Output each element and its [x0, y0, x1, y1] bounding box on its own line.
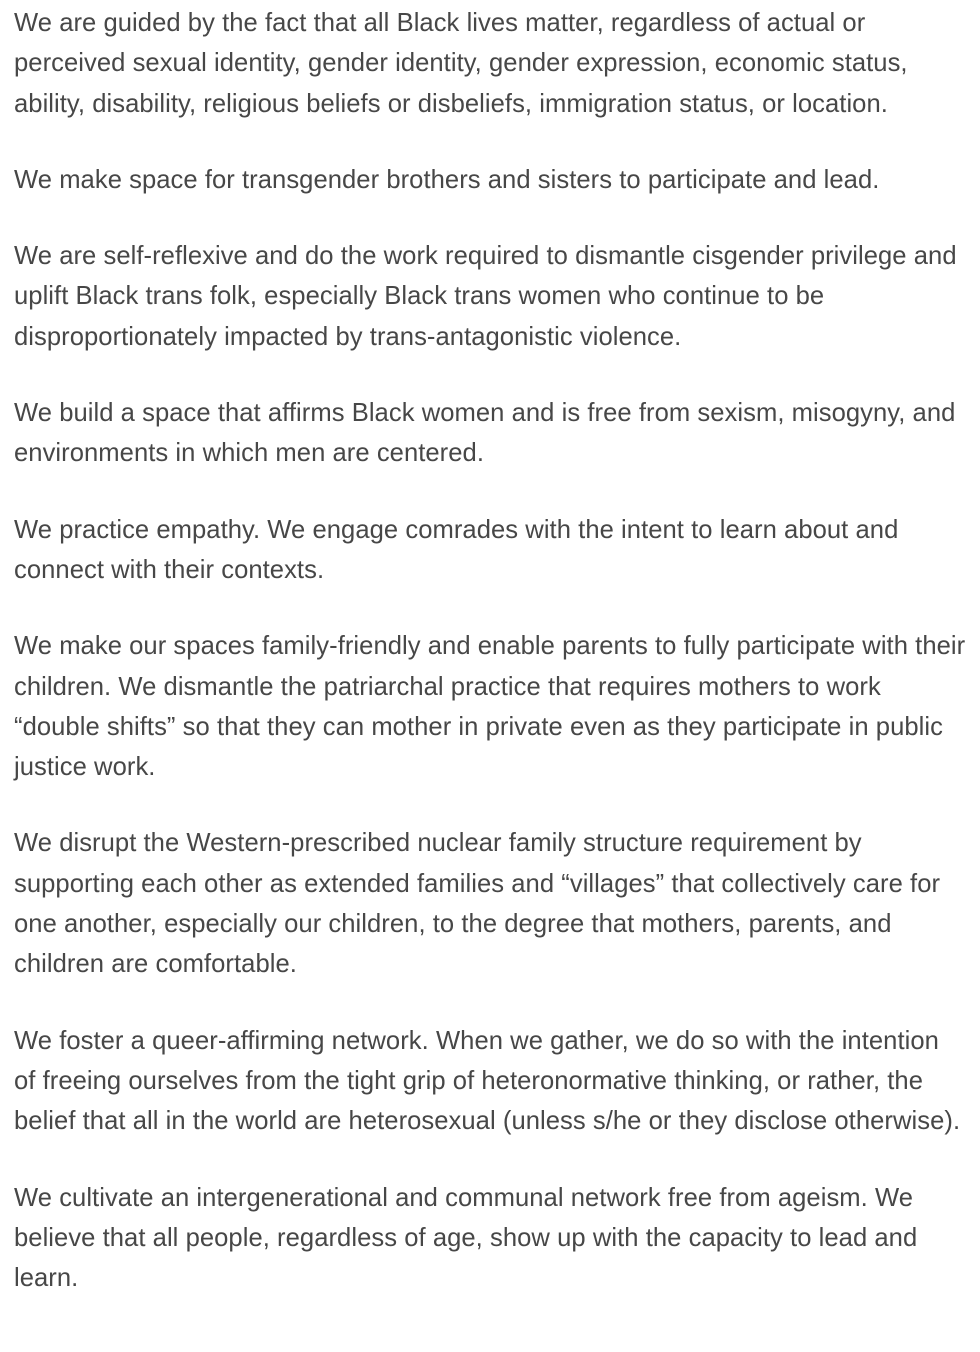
paragraph-queer-affirming: We foster a queer‐affirming network. When we gather, we do so with the intention of freeing ourselves from the tight grip of heteronormative thinking, or rather, the belief that all in the world are heterosexual (unless s/he or they disclose otherwise).	[14, 1026, 961, 1136]
paragraph-intergenerational: We cultivate an intergenerational and communal network free from ageism. We believe that all people, regardless of age, show up with the capacity to lead and learn.	[14, 1183, 918, 1293]
paragraph-self-reflexive: We are self-reflexive and do the work required to dismantle cisgender privilege and uplift Black trans folk, especially Black trans women who continue to be disproportionately impacted by trans-antagonistic violence.	[14, 242, 957, 351]
paragraph-family-friendly: We make our spaces family-friendly and enable parents to fully participate with their children. We dismantle the patriarchal practice that requires mothers to work “double shifts” so that they can mother in private even as they participate in public justice work.	[14, 632, 966, 782]
paragraph-all-black-lives: We are guided by the fact that all Black lives matter, regardless of actual or perceived sexual identity, gender identity, gender expression, economic status, ability, disability, religious beliefs or disbeliefs, immigration status, or location.	[14, 9, 908, 118]
paragraph-extended-families: We disrupt the Western-prescribed nuclear family structure requirement by supporting each other as extended families and “villages” that collectively care for one another, especially our children, to the degree that mothers, parents, and children are comfortable.	[14, 829, 941, 979]
paragraph-affirm-black-women: We build a space that affirms Black women and is free from sexism, misogyny, and environments in which men are centered.	[14, 399, 956, 468]
paragraph-empathy: We practice empathy. We engage comrades with the intent to learn about and connect with their contexts.	[14, 515, 899, 584]
paragraph-transgender-space: We make space for transgender brothers and sisters to participate and lead.	[14, 165, 880, 194]
